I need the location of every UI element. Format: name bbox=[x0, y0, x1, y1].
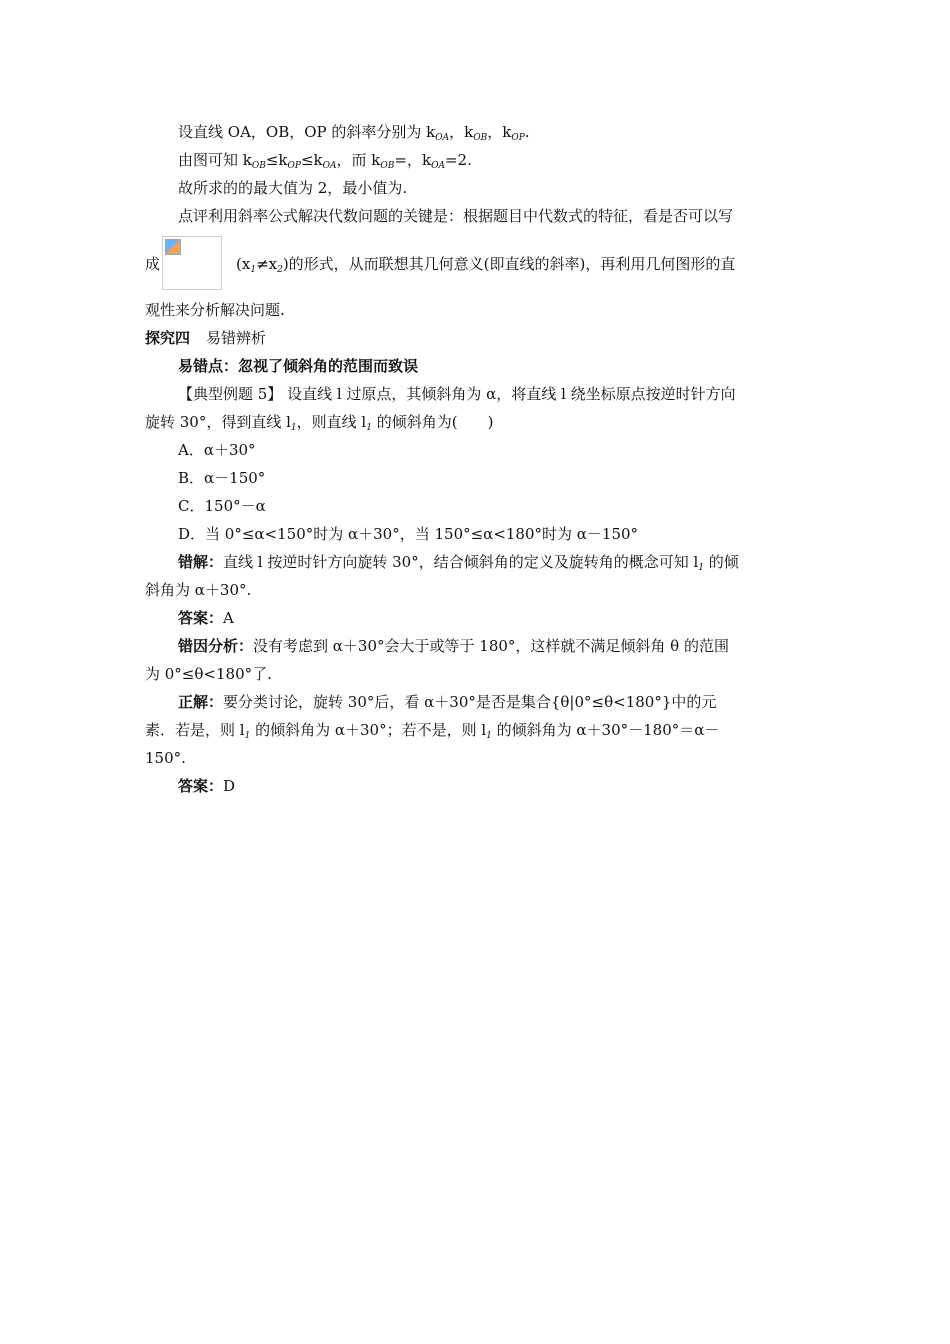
correct-solution-line-2: 素．若是，则 $l_1$ 的倾斜角为 α＋30°；若不是，则 $l_1$ 的倾斜角为 α＋30°－180°＝α－ bbox=[145, 721, 720, 741]
wrong-answer: 答案：A bbox=[178, 609, 234, 627]
example-line-1: 【典型例题 5】 设直线 l 过原点，其倾斜角为 α，将直线 l 绕坐标原点按逆时针方向 bbox=[178, 385, 736, 403]
option-b: B．α－150° bbox=[178, 469, 266, 487]
formula-image-placeholder bbox=[162, 236, 222, 290]
text-line-inequality: 由图可知 $k_{OB}\le k_{OP}\le k_{OA}$，而 $k_{OB}=$，$k_{OA}=2$. bbox=[178, 151, 472, 171]
wrong-solution-line-2: 斜角为 α＋30°. bbox=[145, 581, 252, 599]
text-line-slopes: 设直线 OA，OB，OP 的斜率分别为 $k_{OA}$，$k_{OB}$，$k_{OP}$. bbox=[178, 123, 530, 143]
text-line-form: 成 $(x_1\ne x_2)$的形式，从而联想其几何意义(即直线的斜率)，再利用几何图形的直 bbox=[145, 255, 736, 275]
correct-solution-line-1: 正解：要分类讨论，旋转 30°后，看 α＋30°是否是集合{θ|0°≤θ<180°}中的元 bbox=[178, 693, 717, 711]
option-d: D．当 0°≤α<150°时为 α＋30°，当 150°≤α<180°时为 α－150° bbox=[178, 525, 639, 543]
error-analysis-line-2: 为 0°≤θ<180°了. bbox=[145, 665, 272, 683]
broken-image-icon bbox=[165, 239, 181, 255]
error-point-heading: 易错点：忽视了倾斜角的范围而致误 bbox=[178, 357, 419, 375]
text-line-conclusion: 观性来分析解决问题. bbox=[145, 301, 285, 319]
section-heading: 探究四 易错辨析 bbox=[145, 329, 267, 347]
error-analysis-line-1: 错因分析：没有考虑到 α＋30°会大于或等于 180°，这样就不满足倾斜角 θ 的范围 bbox=[178, 637, 729, 655]
text-line-result: 故所求的的最大值为 2，最小值为. bbox=[178, 179, 408, 197]
text-line-comment: 点评利用斜率公式解决代数问题的关键是：根据题目中代数式的特征，看是否可以写 bbox=[178, 207, 734, 225]
example-line-2: 旋转 30°，得到直线 $l_1$，则直线 $l_1$ 的倾斜角为( ) bbox=[145, 413, 494, 433]
correct-answer: 答案：D bbox=[178, 777, 236, 795]
correct-solution-line-3: 150°. bbox=[145, 749, 186, 767]
option-c: C．150°－α bbox=[178, 497, 266, 515]
wrong-solution-line-1: 错解：直线 l 按逆时针方向旋转 30°，结合倾斜角的定义及旋转角的概念可知 $l_1$ 的倾 bbox=[178, 553, 739, 573]
option-a: A．α＋30° bbox=[178, 441, 256, 459]
